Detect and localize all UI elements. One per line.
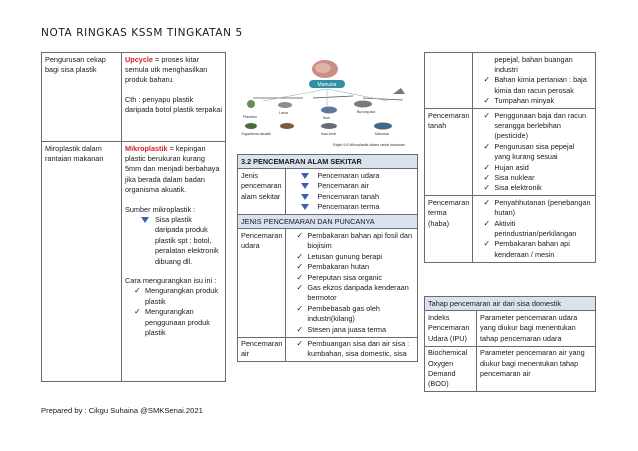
list-item: ✓ Pembuangan sisa dan air sisa : kumbahan, sisa domestic, sisa	[296, 339, 410, 359]
section-subtitle: JENIS PENCEMARAN DAN PUNCANYA	[238, 215, 418, 229]
list-item: ✓ Sisa nuklear	[483, 172, 535, 182]
row-content	[122, 53, 226, 142]
svg-text:Ikan: Ikan	[323, 116, 330, 120]
check-icon: ✓	[483, 162, 491, 172]
air-cont-list	[476, 55, 592, 107]
svg-text:Plankton: Plankton	[243, 115, 257, 119]
check-icon: ✓	[483, 110, 491, 120]
table-tahap	[424, 296, 596, 392]
list-item: Pencemaran terma	[295, 202, 414, 212]
list-item: ✓ Mengurangkan penggunaan produk plastik	[134, 307, 210, 337]
check-icon: ✓	[296, 262, 304, 272]
list-item: ✓ Tumpahan minyak	[483, 96, 555, 106]
footer-credit: Prepared by : Cikgu Suhaina @SMKSenai.2021	[41, 406, 203, 415]
row-label	[425, 53, 473, 109]
list-item: ✓ Letusan gunung berapi	[296, 251, 383, 261]
example-text: Cth : penyapu plastik daripada botol plastik terpakai	[125, 94, 222, 115]
row-content: Parameter pencemaran air yang diukur bagi menentukan tahap pencemaran air	[477, 346, 596, 392]
list-item: ✓ Stesen jana juasa terma	[296, 324, 387, 334]
list-item: ✓ Pembakaran hutan	[296, 262, 370, 272]
table-row	[425, 346, 596, 392]
udara-list	[289, 231, 414, 335]
food-chain-diagram	[233, 56, 417, 150]
page-title: NOTA RINGKAS KSSM TINGKATAN 5	[41, 27, 243, 39]
row-content	[473, 109, 596, 196]
svg-text:Larva: Larva	[279, 111, 288, 115]
list-item: ✓ Hujan asid	[483, 162, 529, 172]
list-item: ✓ Penyahhutanan (penebangan hutan)	[483, 197, 591, 218]
check-icon: ✓	[483, 75, 491, 85]
table-col1	[41, 52, 226, 382]
reduce-list	[125, 286, 222, 338]
row-label: Pencemaran udara	[238, 229, 286, 337]
list-item: ✓ Penggunaan baja dan racun serangga berlebihan (pesticide)	[483, 110, 587, 141]
sources-title: Sumber mikroplastik :	[125, 204, 196, 214]
row-label: Jenis pencemaran alam sekitar	[238, 169, 286, 215]
check-icon: ✓	[296, 339, 304, 348]
svg-text:Burung laut: Burung laut	[357, 110, 376, 114]
row-content	[473, 196, 596, 262]
check-icon: ✓	[483, 172, 491, 182]
table-row	[238, 155, 418, 169]
list-item: Sisa plastik daripada produk plastik spt : botol, peralatan elektronik dibuang dll.	[139, 215, 222, 267]
check-icon: ✓	[483, 183, 491, 193]
row-label: Pencemaran terma (haba)	[425, 196, 473, 262]
check-icon: ✓	[483, 218, 491, 228]
list-item: ✓ Pembakaran bahan api fosil dan biojisim	[296, 230, 413, 251]
list-item: ✓ Aktiviti perindustrian/perkilangan	[483, 218, 577, 238]
row-content	[286, 169, 418, 215]
row-label: Pengurusan cekap bagi sisa plastik	[42, 53, 122, 142]
table-row	[42, 142, 226, 382]
term-mikroplastik: Mikroplastik	[125, 143, 168, 153]
arrow-down-icon	[301, 173, 309, 179]
list-item: ✓ Pengurusan sisa pepejal yang kurang sesuai	[483, 141, 575, 162]
check-icon: ✓	[296, 303, 304, 313]
table-row	[425, 109, 596, 196]
row-label: Indeks Pencemaran Udara (IPU)	[425, 311, 477, 346]
svg-text:Organisma akuatik: Organisma akuatik	[241, 132, 271, 136]
check-icon: ✓	[296, 282, 304, 292]
jenis-list	[289, 171, 414, 213]
check-icon: ✓	[296, 251, 304, 261]
row-label: Pencemaran tanah	[425, 109, 473, 196]
list-item: pepejal, bahan buangan industri	[494, 54, 573, 74]
table-col2	[237, 154, 418, 362]
figure-center-label: Manusia	[317, 82, 337, 88]
figure-caption: Rajah 5.6 Mikroplastik dalam rantai makanan	[333, 143, 405, 147]
row-label: Biochemical Oxygen Demand (BOD)	[425, 346, 477, 392]
check-icon: ✓	[134, 286, 141, 296]
list-item: ✓ Pembebasab gas oleh industri(kilang)	[296, 303, 380, 324]
check-icon: ✓	[483, 197, 491, 207]
row-content: Parameter pencemaran udara yang diukur bagi menentukan tahap pencemaran udara	[477, 311, 596, 346]
list-item: ✓ Mengurangkan produk plastik	[134, 286, 219, 306]
list-item: ✓ Gas ekzos daripada kenderaan bermotor	[296, 282, 409, 303]
check-icon: ✓	[483, 96, 491, 106]
list-item: ✓ Pembakaran bahan api kenderaan / mesin	[483, 239, 570, 259]
list-item: Pencemaran air	[295, 181, 414, 191]
list-item: ✓ Pereputan sisa organic	[296, 272, 383, 282]
reduce-title: Cara mengurangkan isu ini :	[125, 275, 217, 285]
table-row	[238, 337, 418, 362]
arrow-down-icon	[301, 183, 309, 189]
terma-list	[476, 198, 592, 260]
check-icon: ✓	[483, 141, 491, 151]
food-chain-figure	[233, 56, 417, 150]
tahap-title: Tahap pencemaran air dari sisa domestik	[425, 297, 596, 311]
table-row	[425, 53, 596, 109]
table-row	[238, 229, 418, 337]
check-icon: ✓	[296, 324, 304, 334]
air-list	[289, 339, 414, 360]
term-desc: = kepingan plastic berukuran kurang 5mm dan menjadi berbahaya jika berada dalam badan organisma akuatik.	[125, 143, 220, 195]
term-desc: = proses kitar semula utk menghasilkan produk baharu.	[125, 54, 208, 85]
table-row	[425, 196, 596, 262]
list-item: Pencemaran tanah	[295, 192, 414, 202]
table-col3	[424, 52, 596, 263]
list-item: ✓ Bahan kimia pertanian : baja kimia dan racun perosak	[483, 75, 587, 95]
term-upcycle: Upcycle	[125, 54, 153, 64]
check-icon: ✓	[483, 239, 491, 249]
sources-list	[125, 215, 222, 267]
list-item: ✓ Sisa elektronik	[483, 183, 542, 193]
svg-text:Manusia: Manusia	[375, 132, 389, 136]
row-content	[473, 53, 596, 109]
list-item: Pencemaran udara	[295, 171, 414, 181]
check-icon: ✓	[134, 307, 141, 317]
row-content	[286, 229, 418, 337]
arrow-down-icon	[301, 194, 309, 200]
table-row	[238, 169, 418, 215]
section-title: 3.2 PENCEMARAN ALAM SEKITAR	[238, 155, 418, 169]
table-row	[425, 311, 596, 346]
row-content	[122, 142, 226, 382]
table-row	[425, 297, 596, 311]
row-label: Pencemaran air	[238, 337, 286, 362]
check-icon: ✓	[296, 272, 304, 282]
table-row	[238, 215, 418, 229]
row-label: Miroplastik dalam rantaian makanan	[42, 142, 122, 382]
svg-text:Ikan kecil: Ikan kecil	[321, 132, 336, 136]
table-row	[42, 53, 226, 142]
tanah-list	[476, 111, 592, 194]
arrow-down-icon	[141, 217, 149, 223]
row-content	[286, 337, 418, 362]
check-icon: ✓	[296, 230, 304, 240]
arrow-down-icon	[301, 204, 309, 210]
